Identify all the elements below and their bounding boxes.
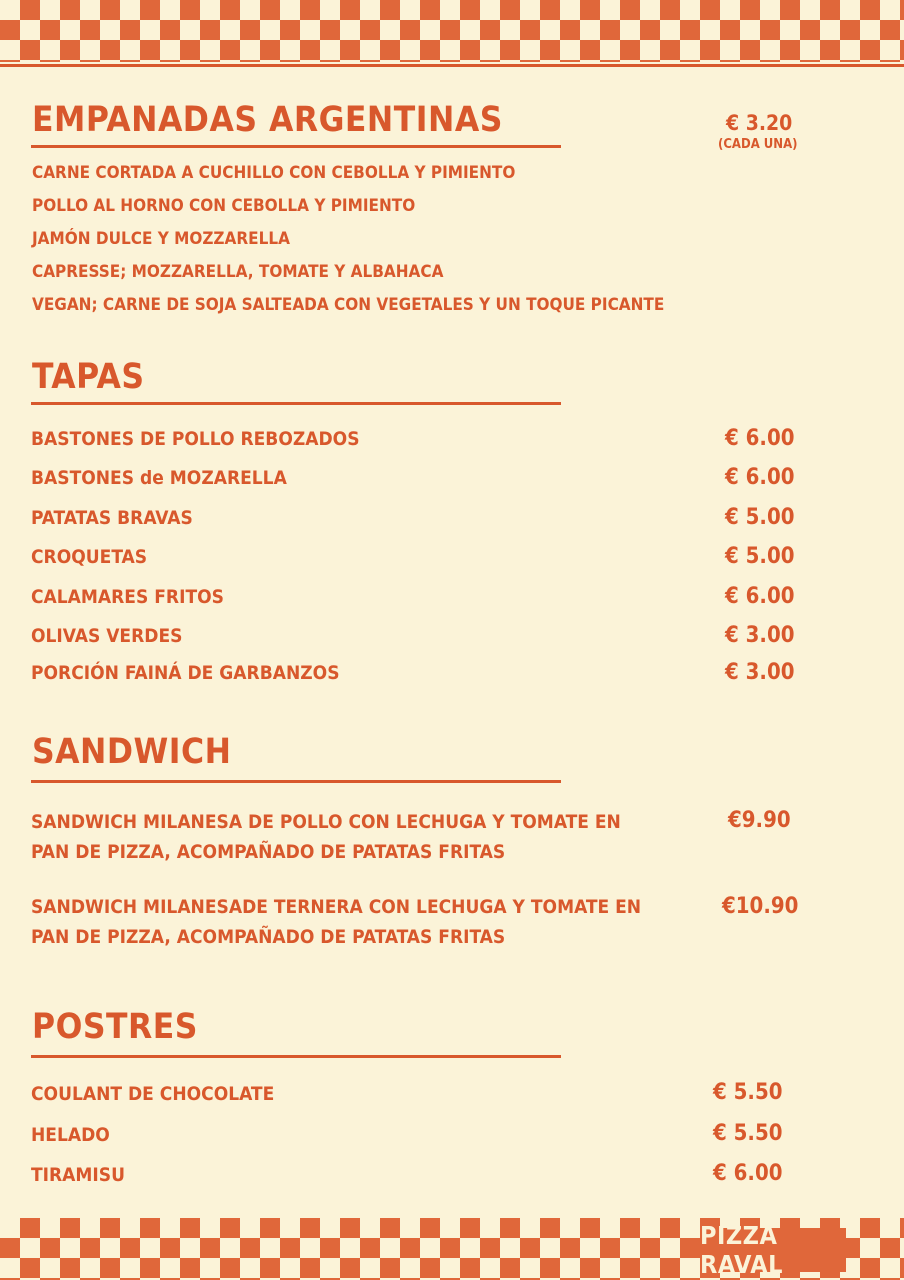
section-underline-tapas (31, 402, 561, 405)
tapa-item-price: € 6.00 (725, 465, 795, 490)
tapa-item-name: CROQUETAS (31, 546, 148, 568)
postre-item-name: COULANT DE CHOCOLATE (31, 1083, 275, 1105)
brand-logo: PIZZA RAVAL (700, 1228, 846, 1272)
top-divider (0, 64, 904, 67)
postre-item-price: € 5.50 (713, 1080, 783, 1105)
tapa-item-name: BASTONES de MOZARELLA (31, 467, 287, 489)
tapa-item-price: € 3.00 (725, 623, 795, 648)
tapa-item-price: € 3.00 (725, 660, 795, 685)
postre-item-name: HELADO (31, 1124, 110, 1146)
tapa-item-price: € 5.00 (725, 544, 795, 569)
tapa-item-name: PORCIÓN FAINÁ DE GARBANZOS (31, 662, 340, 684)
postre-item-name: TIRAMISU (31, 1164, 125, 1186)
sandwich-item-line: SANDWICH MILANESA DE POLLO CON LECHUGA Y TOMATE EN (31, 811, 621, 833)
section-underline-empanadas (31, 145, 561, 148)
empanadas-price-note: (CADA UNA) (718, 137, 798, 152)
section-title-postres: POSTRES (32, 1007, 198, 1047)
empanadas-price: € 3.20 (726, 111, 793, 135)
section-title-sandwich: SANDWICH (32, 732, 232, 772)
section-title-tapas: TAPAS (32, 357, 145, 397)
section-underline-sandwich (31, 780, 561, 783)
sandwich-item-line: PAN DE PIZZA, ACOMPAÑADO DE PATATAS FRITAS (31, 841, 506, 863)
postre-item-price: € 5.50 (713, 1121, 783, 1146)
section-underline-postres (31, 1055, 561, 1058)
section-title-empanadas: EMPANADAS ARGENTINAS (32, 100, 503, 140)
tapa-item-name: BASTONES DE POLLO REBOZADOS (31, 428, 360, 450)
empanada-item: JAMÓN DULCE Y MOZZARELLA (32, 229, 290, 249)
sandwich-item-price: €9.90 (728, 808, 791, 833)
tapa-item-name: OLIVAS VERDES (31, 625, 183, 647)
tapa-item-name: PATATAS BRAVAS (31, 507, 193, 529)
tapa-item-name: CALAMARES FRITOS (31, 586, 224, 608)
postre-item-price: € 6.00 (713, 1161, 783, 1186)
empanada-item: CAPRESSE; MOZZARELLA, TOMATE Y ALBAHACA (32, 262, 444, 282)
tapa-item-price: € 6.00 (725, 426, 795, 451)
checkered-border-top (0, 0, 904, 62)
sandwich-item-line: PAN DE PIZZA, ACOMPAÑADO DE PATATAS FRITAS (31, 926, 506, 948)
empanada-item: POLLO AL HORNO CON CEBOLLA Y PIMIENTO (32, 196, 416, 216)
tapa-item-price: € 5.00 (725, 505, 795, 530)
empanada-item: VEGAN; CARNE DE SOJA SALTEADA CON VEGETALES Y UN TOQUE PICANTE (32, 295, 665, 315)
tapa-item-price: € 6.00 (725, 584, 795, 609)
sandwich-item-price: €10.90 (722, 894, 799, 919)
sandwich-item-line: SANDWICH MILANESADE TERNERA CON LECHUGA Y TOMATE EN (31, 896, 642, 918)
empanada-item: CARNE CORTADA A CUCHILLO CON CEBOLLA Y PIMIENTO (32, 163, 516, 183)
